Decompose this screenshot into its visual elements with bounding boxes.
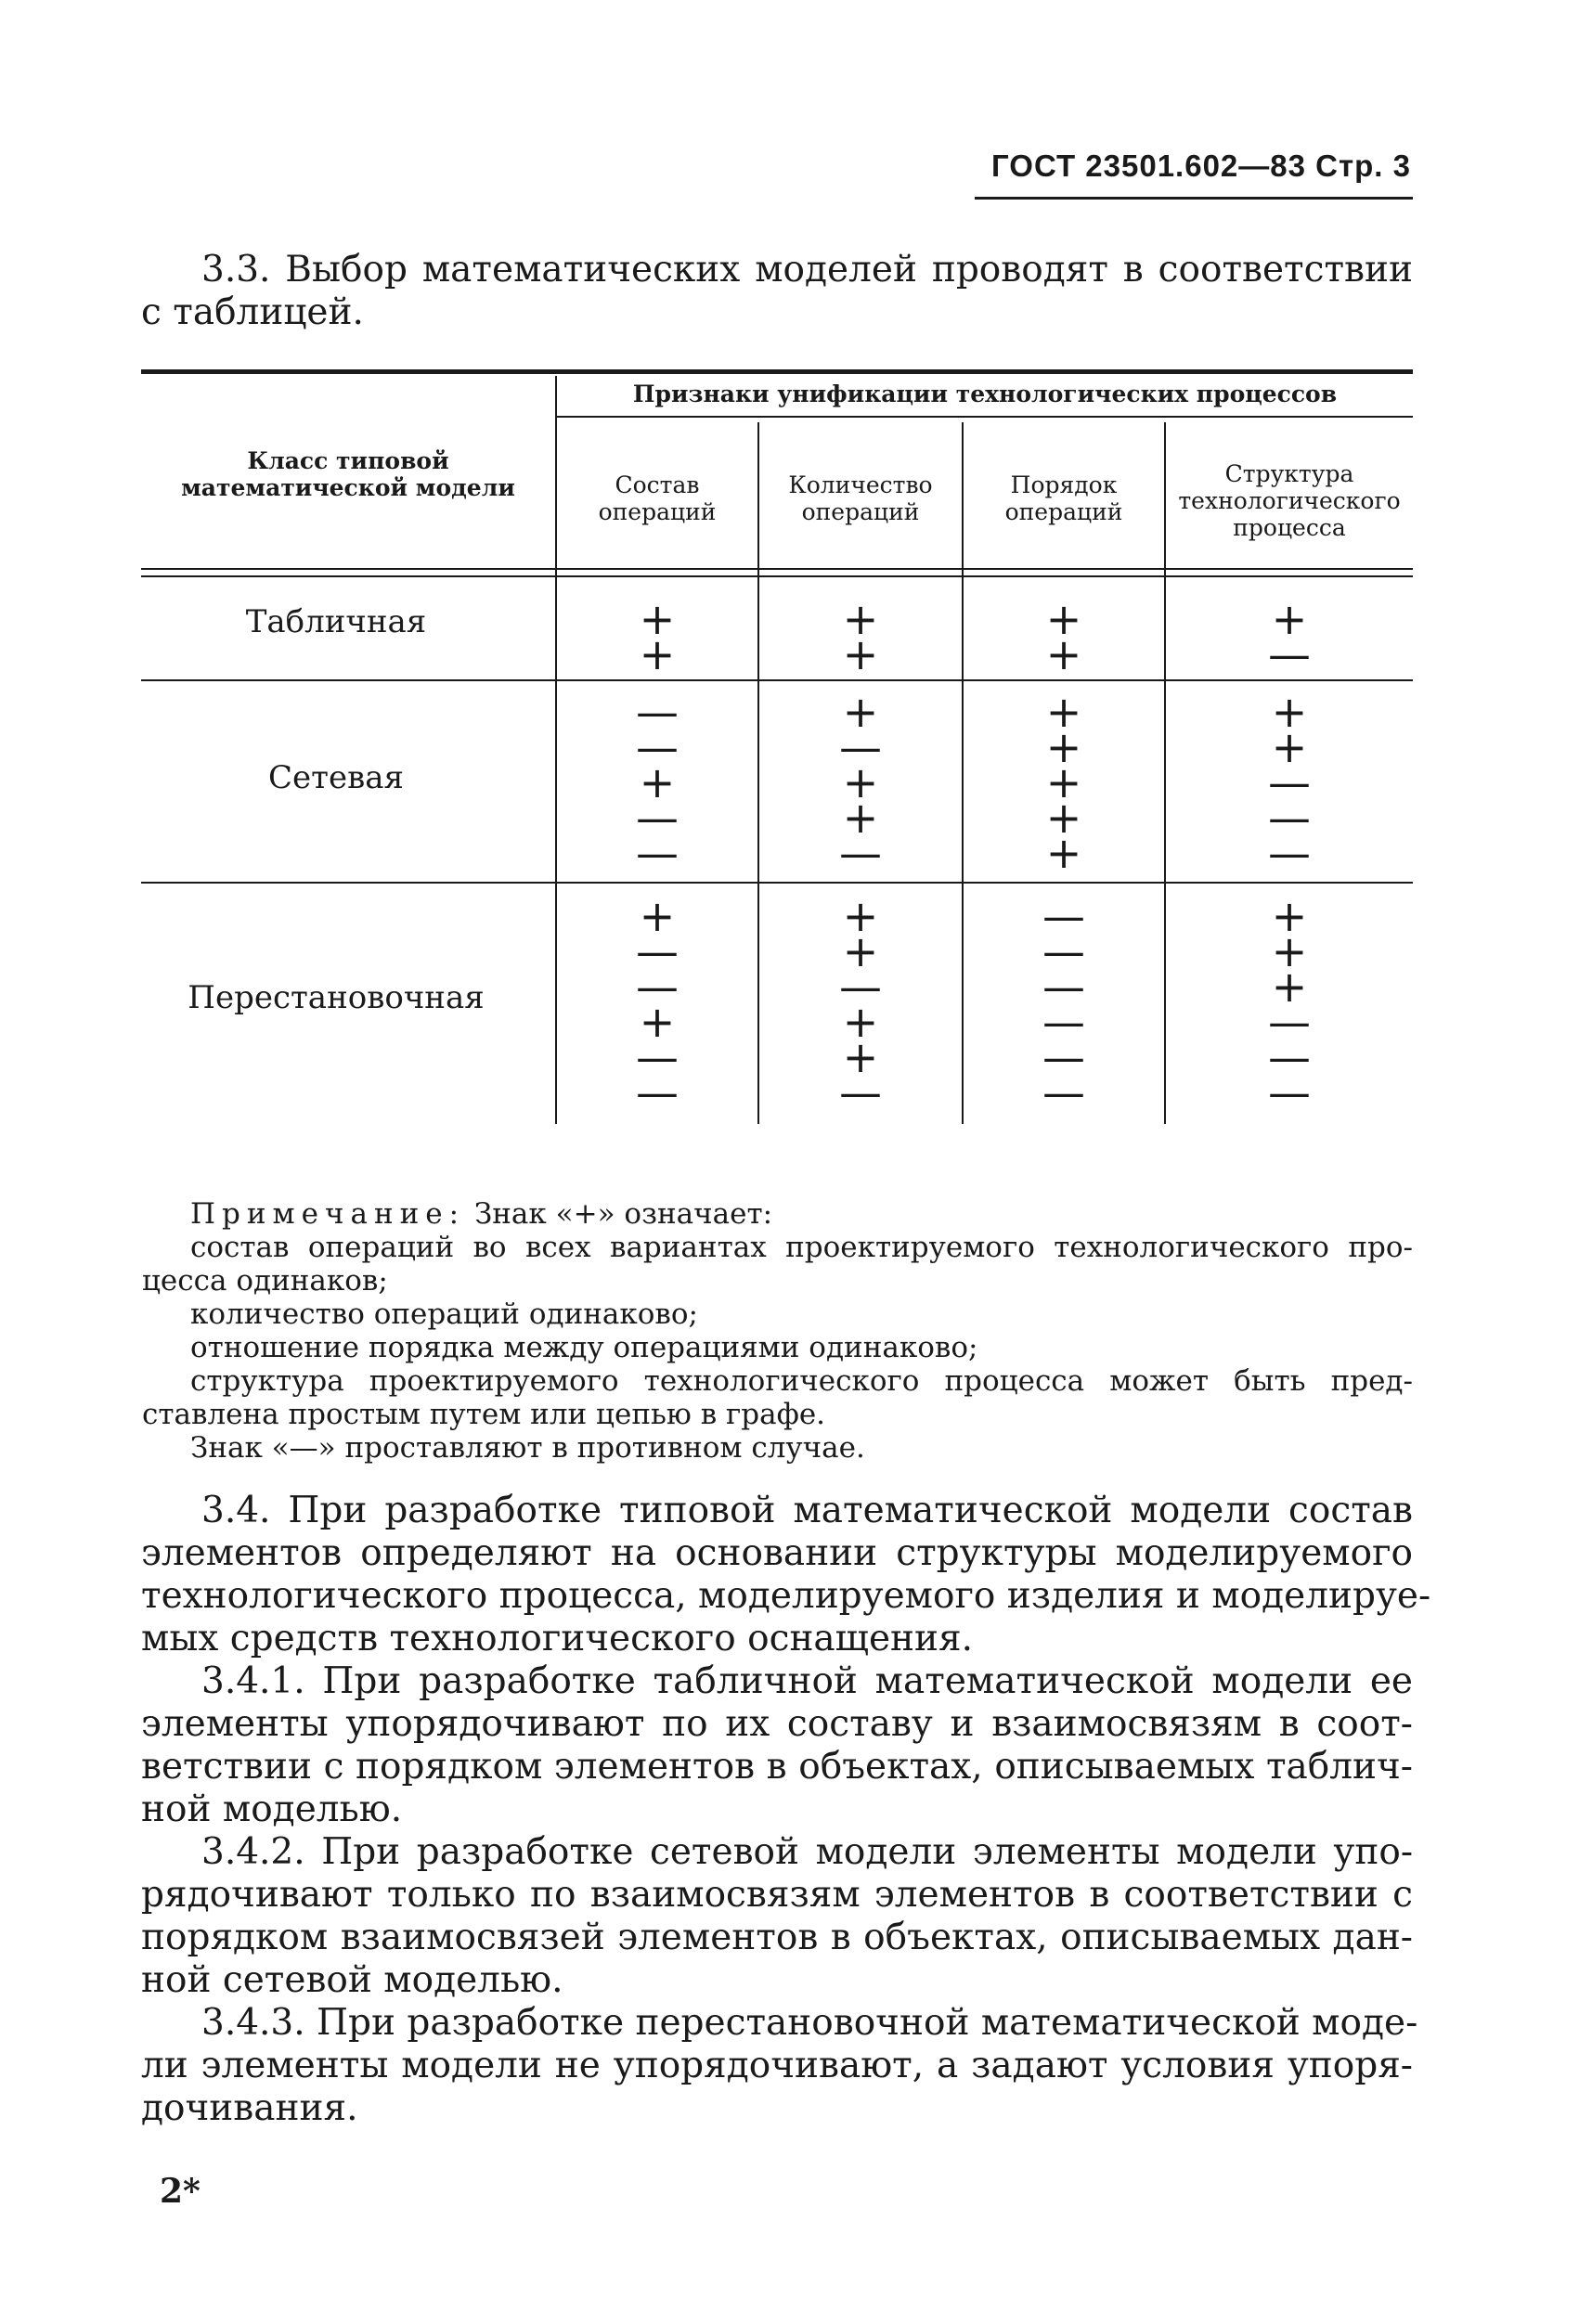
table-cell-signs: + + [639, 594, 676, 679]
table-group-header: Признаки унификации технологических процессов [632, 381, 1338, 407]
table-cell-signs: — — — — — — [1042, 891, 1085, 1117]
note-label: Примечание: [190, 1197, 466, 1231]
table-cell-signs: + + + + + [1045, 687, 1082, 878]
table-vertical-rule [757, 422, 759, 1124]
paragraph-line: элементы упорядочивают по их составу и взаимосвязям в соот- [141, 1703, 1413, 1745]
note-line: состав операций во всех вариантах проектируемого технологического про- [190, 1231, 1413, 1264]
table-top-rule [141, 369, 1413, 374]
table-cell-signs: + + — — — [1268, 687, 1311, 878]
paragraph-line: рядочивают только по взаимосвязям элементов в соответствии с [141, 1874, 1413, 1916]
paragraph-3-3 [141, 249, 1413, 334]
table-cell-signs: + — [1268, 594, 1311, 679]
paragraph-line: ной сетевой моделью. [141, 1959, 563, 2001]
paragraph-line: с таблицей. [141, 291, 364, 333]
note-line: Знак «—» проставляют в противном случае. [190, 1431, 865, 1465]
paragraph-line: дочивания. [141, 2087, 358, 2129]
signature-mark: 2* [160, 2172, 201, 2211]
table-column-header: Количество операций [788, 471, 933, 525]
running-header: ГОСТ 23501.602—83 Стр. 3 [991, 148, 1411, 183]
paragraph-line: порядком взаимосвязей элементов в объектах, описываемых дан- [141, 1917, 1413, 1958]
table-column-header: Состав операций [598, 471, 717, 525]
table-cell-signs: + + [842, 594, 879, 679]
note-line: Знак «+» означает: [473, 1197, 773, 1231]
paragraph-line: 3.4. При разработке типовой математической модели состав [201, 1490, 1413, 1531]
table-row-label: Табличная [245, 603, 427, 640]
paragraph-line: элементов определяют на основании структуры моделируемого [141, 1532, 1413, 1574]
table-cell-signs: + + [1045, 594, 1082, 679]
paragraph-line: ли элементы модели не упорядочивают, а задают условия упоря- [141, 2045, 1413, 2086]
note-line: количество операций одинаково; [190, 1298, 698, 1331]
paragraph-line: технологического процесса, моделируемого изделия и моделируе- [141, 1575, 1431, 1617]
note-line: структура проектируемого технологического процесса может быть пред- [190, 1364, 1413, 1398]
table-cell-signs: + + — + + — [839, 891, 882, 1117]
table-class-header: Класс типовой математической модели [181, 447, 515, 501]
table-row-rule-1 [141, 679, 1413, 681]
paragraph-line: мых средств технологического оснащения. [141, 1618, 974, 1659]
note-line: ставлена простым путем или цепью в графе. [142, 1398, 826, 1431]
table-group-rule [557, 416, 1413, 418]
table-header-rule-2 [141, 575, 1413, 577]
table-column-header: Структура технологического процесса [1178, 460, 1401, 541]
table-header-rule-1 [141, 568, 1413, 570]
section-3-4 [141, 1490, 1431, 2130]
table-column-header: Порядок операций [1004, 471, 1123, 525]
note-line: цесса одинаков; [142, 1264, 388, 1298]
paragraph-line: 3.3. Выбор математических моделей проводят в соответствии [201, 249, 1413, 290]
table-cell-signs: + + + — — — [1268, 891, 1311, 1117]
paragraph-line: ветствии с порядком элементов в объектах, описываемых таблич- [141, 1746, 1413, 1788]
table-row-label: Перестановочная [188, 979, 485, 1016]
header-rule [975, 197, 1413, 200]
table-row-rule-2 [141, 882, 1413, 884]
table-cell-signs: + — — + — — [636, 891, 679, 1117]
paragraph-line: 3.4.1. При разработке табличной математической модели ее [201, 1660, 1413, 1702]
table-row-label: Сетевая [268, 759, 404, 796]
paragraph-line: 3.4.2. При разработке сетевой модели элементы модели упо- [201, 1831, 1413, 1873]
table-note [142, 1197, 1413, 1465]
table-cell-signs: — — + — — [636, 687, 679, 878]
table-vertical-rule [962, 422, 964, 1124]
table-cell-signs: + — + + — [839, 687, 882, 878]
note-line: отношение порядка между операциями одинаково; [190, 1331, 978, 1364]
paragraph-line: 3.4.3. При разработке перестановочной математической моде- [201, 2002, 1418, 2044]
paragraph-line: ной моделью. [141, 1788, 403, 1830]
